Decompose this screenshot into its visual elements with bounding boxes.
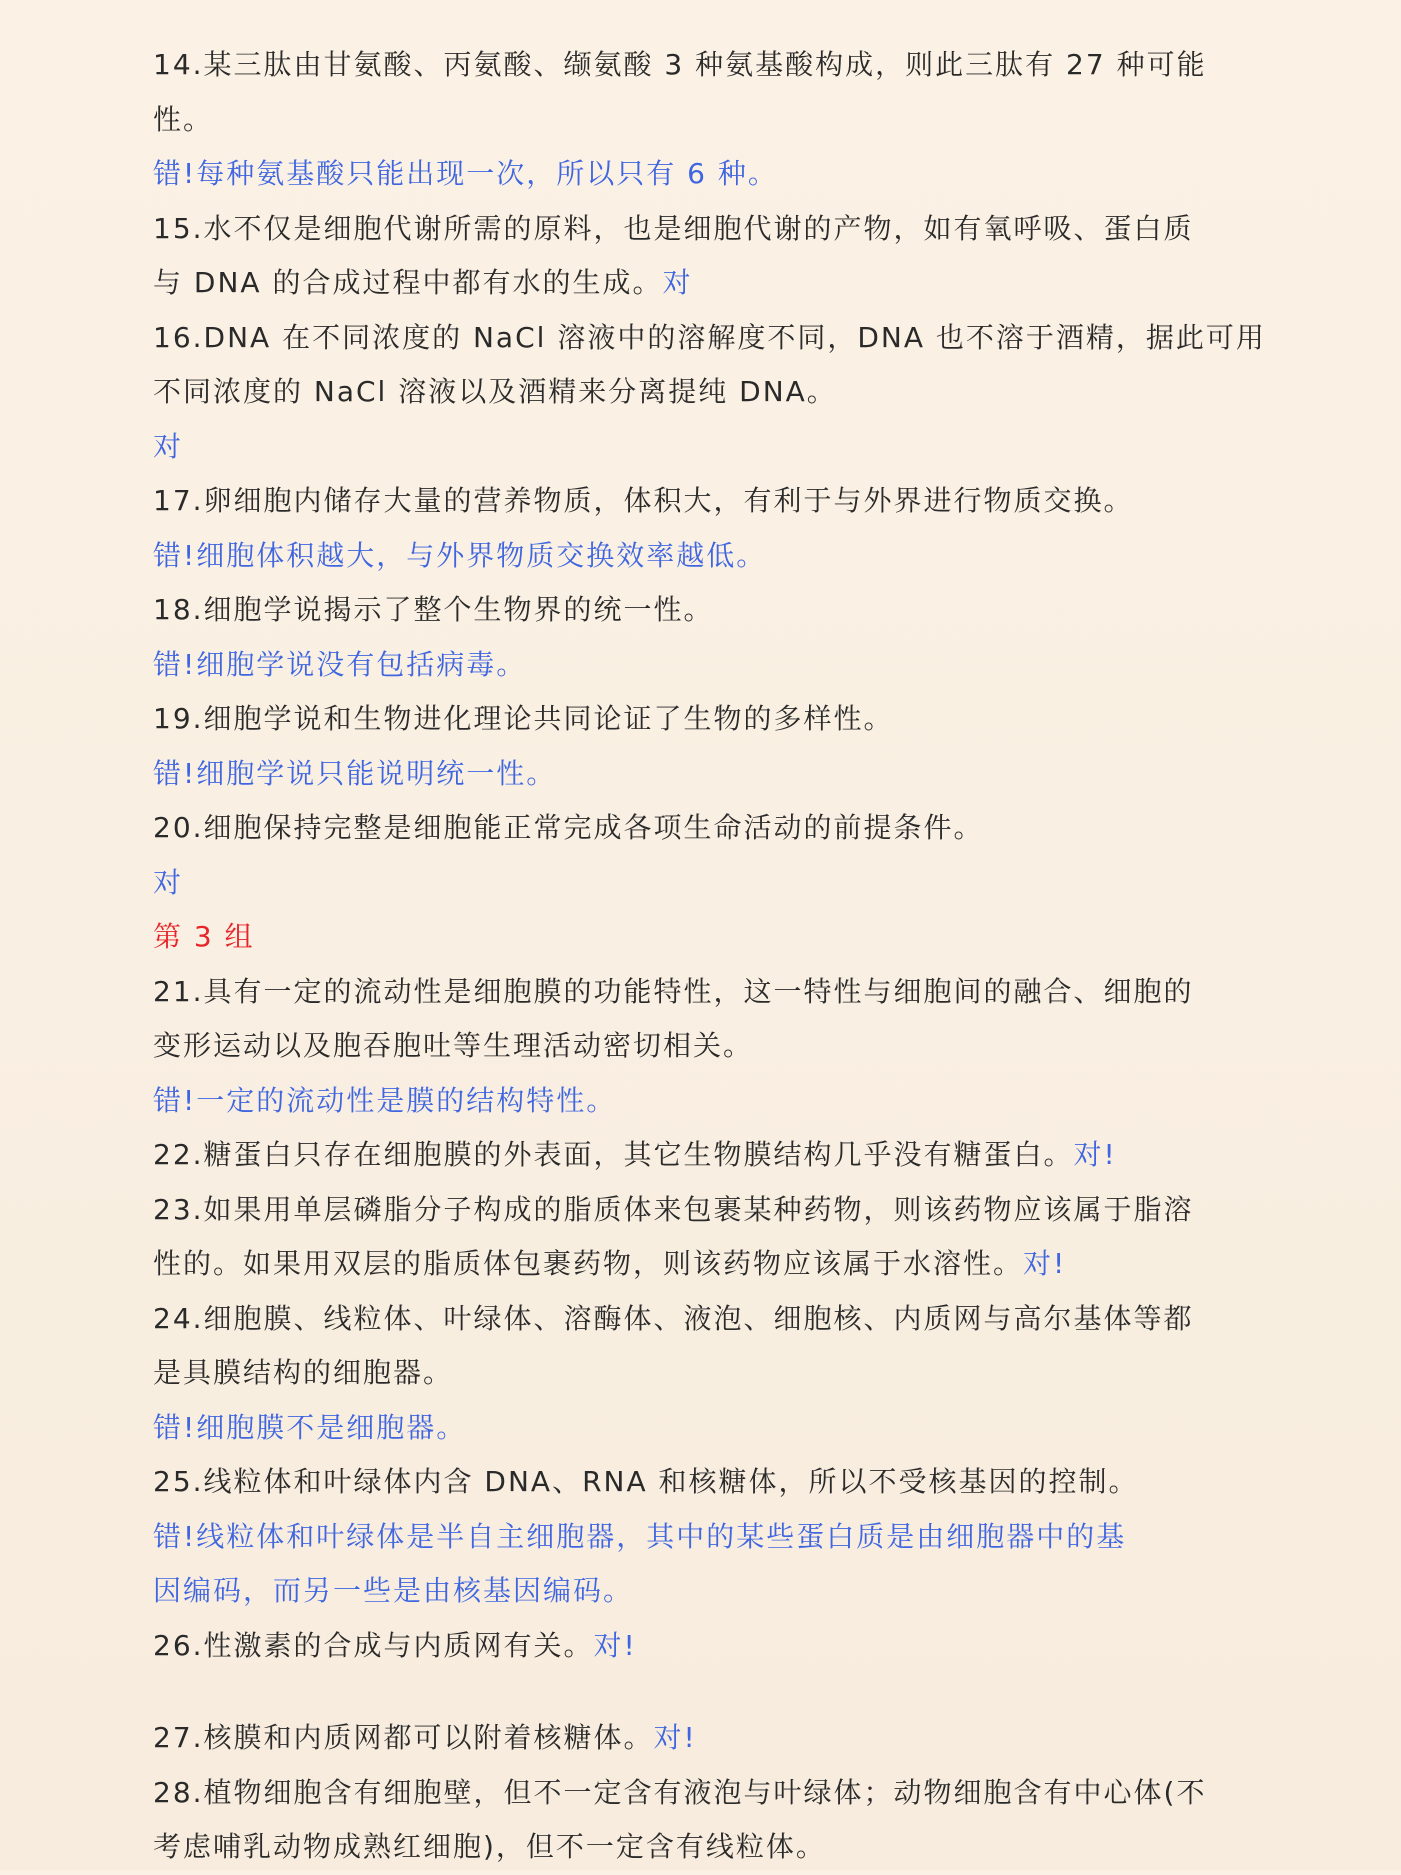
question-line: 18.细胞学说揭示了整个生物界的统一性。 <box>153 593 714 626</box>
question-line: 25.线粒体和叶绿体内含 DNA、RNA 和核糖体，所以不受核基因的控制。 <box>153 1465 1139 1498</box>
question-line <box>153 256 1261 311</box>
question-text: 与 DNA 的合成过程中都有水的生成。 <box>153 266 663 299</box>
question-line: 14.某三肽由甘氨酸、丙氨酸、缬氨酸 3 种氨基酸构成，则此三肽有 27 种可能 <box>153 48 1207 81</box>
section-heading: 第 3 组 <box>153 920 255 953</box>
question-line: 性。 <box>153 102 214 136</box>
question-line: 20.细胞保持完整是细胞能正常完成各项生命活动的前提条件。 <box>153 811 984 844</box>
question-text: 26.性激素的合成与内质网有关。 <box>153 1628 594 1662</box>
question-line: 不同浓度的 NaCl 溶液以及酒精来分离提纯 DNA。 <box>153 375 837 408</box>
answer-line: 错!细胞学说只能说明统一性。 <box>153 756 557 790</box>
question-line <box>153 1619 1261 1674</box>
question-line: 是具膜结构的细胞器。 <box>153 1356 454 1389</box>
question-line <box>153 1711 1261 1766</box>
question-line: 23.如果用单层磷脂分子构成的脂质体来包裹某种药物，则该药物应该属于脂溶 <box>153 1192 1194 1226</box>
answer-line: 对 <box>153 429 184 463</box>
inline-answer: 对! <box>1023 1247 1067 1280</box>
answer-line: 错!线粒体和叶绿体是半自主细胞器，其中的某些蛋白质是由细胞器中的基 <box>153 1519 1127 1553</box>
answer-line: 错!细胞学说没有包括病毒。 <box>153 647 527 681</box>
answer-line: 错!细胞膜不是细胞器。 <box>153 1410 467 1444</box>
question-line: 16.DNA 在不同浓度的 NaCl 溶液中的溶解度不同，DNA 也不溶于酒精，据此可用 <box>153 320 1266 354</box>
question-text: 27.核膜和内质网都可以附着核糖体。 <box>153 1721 654 1754</box>
inline-answer: 对! <box>1073 1138 1117 1171</box>
question-line: 变形运动以及胞吞胞吐等生理活动密切相关。 <box>153 1029 754 1062</box>
question-line <box>153 1128 1261 1183</box>
question-line: 19.细胞学说和生物进化理论共同论证了生物的多样性。 <box>153 702 894 735</box>
question-line: 15.水不仅是细胞代谢所需的原料，也是细胞代谢的产物，如有氧呼吸、蛋白质 <box>153 211 1194 245</box>
question-line: 17.卵细胞内储存大量的营养物质，体积大，有利于与外界进行物质交换。 <box>153 484 1134 517</box>
question-line: 24.细胞膜、线粒体、叶绿体、溶酶体、液泡、细胞核、内质网与高尔基体等都 <box>153 1301 1194 1335</box>
question-line <box>153 1237 1261 1292</box>
answer-line: 错!细胞体积越大，与外界物质交换效率越低。 <box>153 538 767 572</box>
answer-line: 错!一定的流动性是膜的结构特性。 <box>153 1083 617 1117</box>
inline-answer: 对 <box>662 266 693 299</box>
answer-line: 对 <box>153 865 184 899</box>
question-text: 22.糖蛋白只存在细胞膜的外表面，其它生物膜结构几乎没有糖蛋白。 <box>153 1138 1074 1171</box>
question-line: 21.具有一定的流动性是细胞膜的功能特性，这一特性与细胞间的融合、细胞的 <box>153 974 1194 1008</box>
inline-answer: 对! <box>593 1628 637 1662</box>
answer-line: 因编码，而另一些是由核基因编码。 <box>153 1574 634 1607</box>
blank-spacer <box>153 1673 1261 1711</box>
answer-line: 错!每种氨基酸只能出现一次，所以只有 6 种。 <box>153 157 778 190</box>
question-text: 性的。如果用双层的脂质体包裹药物，则该药物应该属于水溶性。 <box>153 1247 1024 1280</box>
question-line: 28.植物细胞含有细胞壁，但不一定含有液泡与叶绿体；动物细胞含有中心体(不 <box>153 1775 1207 1809</box>
inline-answer: 对! <box>653 1721 697 1754</box>
question-line: 考虑哺乳动物成熟红细胞)，但不一定含有线粒体。 <box>153 1830 826 1863</box>
